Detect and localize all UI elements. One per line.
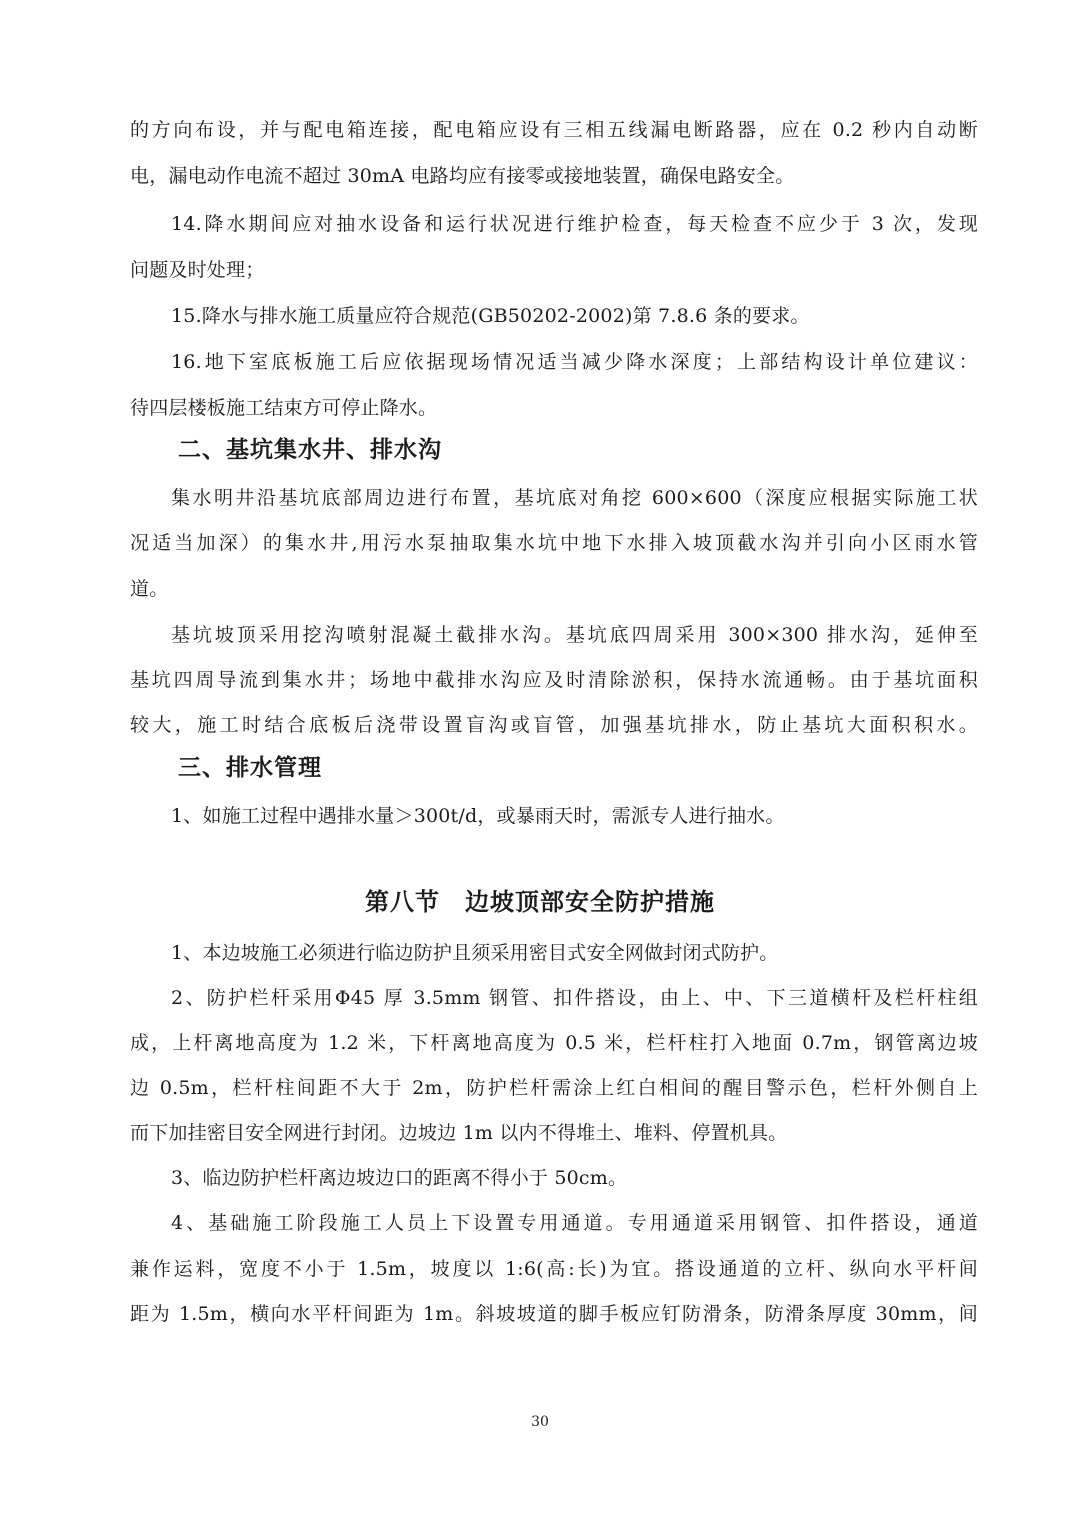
- list-item: 2、防护栏杆采用Φ45 厚 3.5mm 钢管、扣件搭设，由上、中、下三道横杆及栏杆柱组: [171, 987, 978, 1009]
- paragraph-line: 较大，施工时结合底板后浇带设置盲沟或盲管，加强基坑排水，防止基坑大面积积水。: [130, 714, 978, 736]
- paragraph-line: 基坑四周导流到集水井；场地中截排水沟应及时清除淤积，保持水流通畅。由于基坑面积: [130, 669, 978, 691]
- section-title: 第八节 边坡顶部安全防护措施: [365, 888, 715, 916]
- paragraph-line: 距为 1.5m，横向水平杆间距为 1m。斜坡坡道的脚手板应钉防滑条，防滑条厚度 30mm，间: [130, 1303, 978, 1325]
- paragraph-line: 兼作运料，宽度不小于 1.5m，坡度以 1:6(高:长)为宜。搭设通道的立杆、纵向水平杆间: [130, 1258, 978, 1280]
- paragraph-line: 况适当加深）的集水井,用污水泵抽取集水坑中地下水排入坡顶截水沟并引向小区雨水管: [130, 532, 978, 554]
- list-item: 4、基础施工阶段施工人员上下设置专用通道。专用通道采用钢管、扣件搭设，通道: [171, 1212, 978, 1234]
- list-item-16: 16.地下室底板施工后应依据现场情况适当减少降水深度；上部结构设计单位建议：: [171, 351, 978, 373]
- paragraph-line: 边 0.5m，栏杆柱间距不大于 2m，防护栏杆需涂上红白相间的醒目警示色，栏杆外侧自上: [130, 1077, 978, 1099]
- paragraph-line: 待四层楼板施工结束方可停止降水。: [130, 397, 438, 419]
- paragraph-line: 的方向布设，并与配电箱连接，配电箱应设有三相五线漏电断路器，应在 0.2 秒内自动断: [130, 119, 978, 141]
- list-item: 3、临边防护栏杆离边坡边口的距离不得小于 50cm。: [171, 1167, 628, 1189]
- list-item-15: 15.降水与排水施工质量应符合规范(GB50202-2002)第 7.8.6 条的要求。: [171, 305, 810, 327]
- paragraph-line: 问题及时处理；: [130, 259, 265, 281]
- list-item: 1、如施工过程中遇排水量＞300t/d，或暴雨天时，需派专人进行抽水。: [171, 805, 785, 827]
- paragraph-line: 基坑坡顶采用挖沟喷射混凝土截排水沟。基坑底四周采用 300×300 排水沟，延伸至: [171, 624, 978, 646]
- paragraph-line: 道。: [130, 578, 169, 600]
- paragraph-line: 电，漏电动作电流不超过 30mA 电路均应有接零或接地装置，确保电路安全。: [130, 165, 795, 187]
- paragraph-line: 成，上杆离地高度为 1.2 米，下杆离地高度为 0.5 米，栏杆柱打入地面 0.7m，钢管离边坡: [130, 1032, 978, 1054]
- paragraph-line: 而下加挂密目安全网进行封闭。边坡边 1m 以内不得堆土、堆料、停置机具。: [130, 1122, 788, 1144]
- heading-drainage-management: 三、排水管理: [178, 755, 322, 781]
- page-number: 30: [531, 1414, 549, 1430]
- list-item-14: 14.降水期间应对抽水设备和运行状况进行维护检查，每天检查不应少于 3 次，发现: [171, 213, 978, 235]
- list-item: 1、本边坡施工必须进行临边防护且须采用密目式安全网做封闭式防护。: [171, 942, 779, 964]
- paragraph-line: 集水明井沿基坑底部周边进行布置，基坑底对角挖 600×600（深度应根据实际施工状: [171, 487, 978, 509]
- heading-sump-and-ditch: 二、基坑集水井、排水沟: [178, 437, 442, 463]
